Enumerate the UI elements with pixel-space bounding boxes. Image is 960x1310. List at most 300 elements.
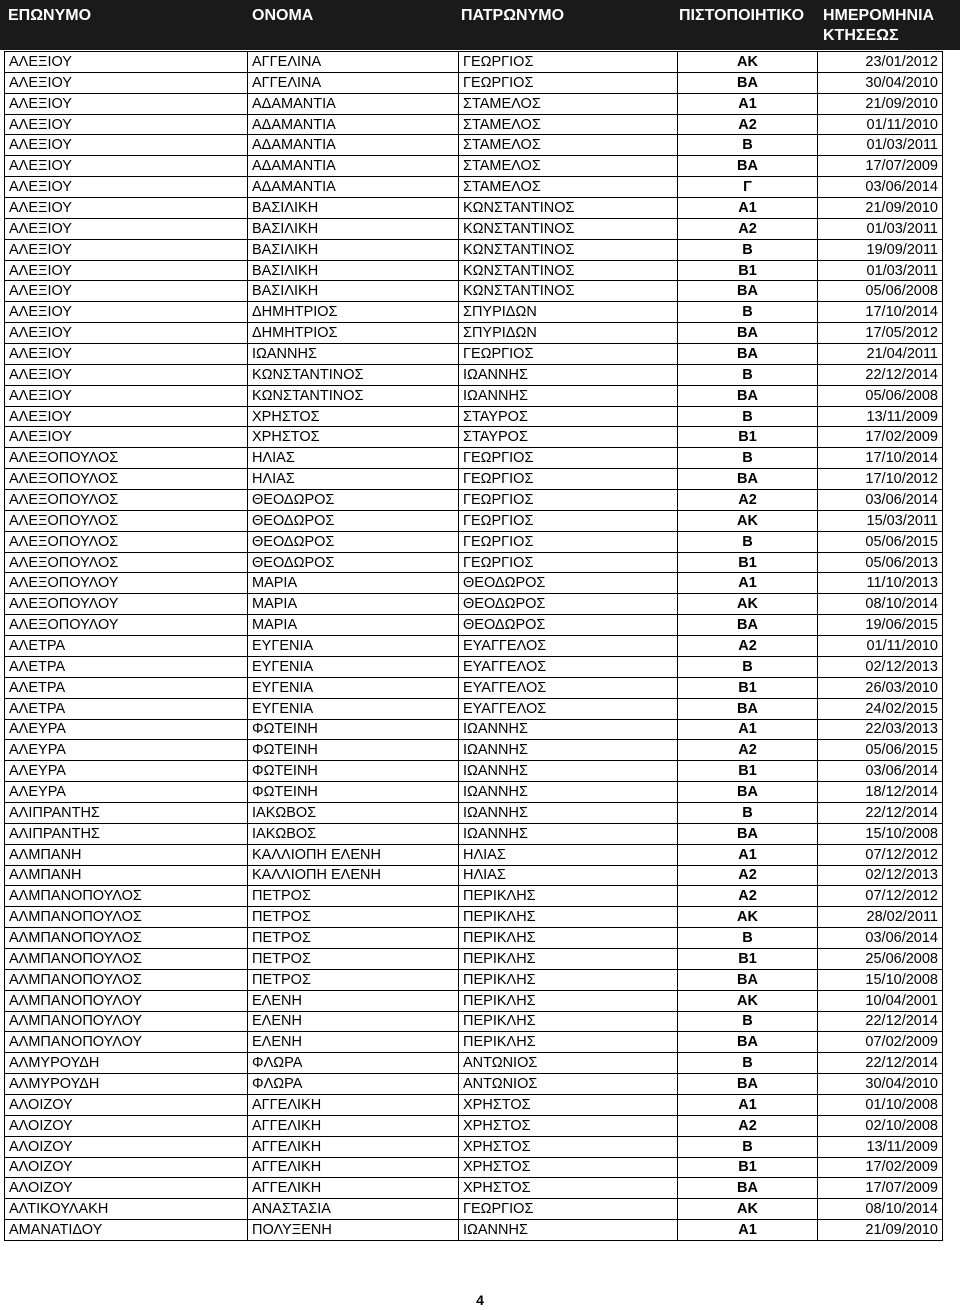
cell-surname: ΑΛΕΞΙΟΥ — [5, 72, 248, 93]
cell-name: ΕΥΓΕΝΙΑ — [248, 677, 459, 698]
table-row — [5, 302, 943, 323]
cell-name: ΠΕΤΡΟΣ — [248, 886, 459, 907]
cell-father: ΙΩΑΝΝΗΣ — [459, 719, 678, 740]
cell-date: 05/06/2008 — [818, 281, 943, 302]
cell-date: 05/06/2015 — [818, 740, 943, 761]
cell-certificate: Β1 — [678, 552, 818, 573]
cell-name: ΑΔΑΜΑΝΤΙΑ — [248, 114, 459, 135]
cell-surname: ΑΛΜΠΑΝΟΠΟΥΛΟΣ — [5, 948, 248, 969]
cell-certificate: ΒΑ — [678, 782, 818, 803]
table-row — [5, 510, 943, 531]
cell-date: 21/04/2011 — [818, 344, 943, 365]
cell-name: ΒΑΣΙΛΙΚΗ — [248, 281, 459, 302]
cell-date: 01/03/2011 — [818, 218, 943, 239]
table-row — [5, 1136, 943, 1157]
cell-certificate: ΑΚ — [678, 52, 818, 73]
cell-date: 05/06/2008 — [818, 385, 943, 406]
cell-father: ΕΥΑΓΓΕΛΟΣ — [459, 636, 678, 657]
cell-date: 28/02/2011 — [818, 907, 943, 928]
cell-name: ΦΩΤΕΙΝΗ — [248, 719, 459, 740]
cell-father: ΓΕΩΡΓΙΟΣ — [459, 1199, 678, 1220]
cell-date: 15/10/2008 — [818, 969, 943, 990]
cell-date: 13/11/2009 — [818, 1136, 943, 1157]
cell-date: 30/04/2010 — [818, 72, 943, 93]
table-row — [5, 698, 943, 719]
cell-surname: ΑΛΜΠΑΝΟΠΟΥΛΟΥ — [5, 1011, 248, 1032]
cell-surname: ΑΛΜΠΑΝΟΠΟΥΛΟΣ — [5, 886, 248, 907]
table-row — [5, 1157, 943, 1178]
cell-date: 15/10/2008 — [818, 823, 943, 844]
cell-name: ΕΥΓΕΝΙΑ — [248, 636, 459, 657]
cell-name: ΑΓΓΕΛΙΚΗ — [248, 1157, 459, 1178]
cell-name: ΒΑΣΙΛΙΚΗ — [248, 198, 459, 219]
cell-certificate: Α2 — [678, 114, 818, 135]
cell-date: 17/02/2009 — [818, 427, 943, 448]
cell-certificate: ΒΑ — [678, 615, 818, 636]
cell-surname: ΑΛΜΠΑΝΟΠΟΥΛΟΣ — [5, 907, 248, 928]
cell-name: ΠΟΛΥΞΕΝΗ — [248, 1220, 459, 1241]
cell-name: ΕΛΕΝΗ — [248, 1011, 459, 1032]
cell-date: 24/02/2015 — [818, 698, 943, 719]
cell-surname: ΑΛΕΞΙΟΥ — [5, 385, 248, 406]
cell-date: 15/03/2011 — [818, 510, 943, 531]
cell-date: 21/09/2010 — [818, 198, 943, 219]
cell-certificate: Β — [678, 802, 818, 823]
cell-certificate: Β1 — [678, 427, 818, 448]
table-row — [5, 928, 943, 949]
table-row — [5, 615, 943, 636]
cell-name: ΒΑΣΙΛΙΚΗ — [248, 239, 459, 260]
cell-father: ΓΕΩΡΓΙΟΣ — [459, 552, 678, 573]
header-certificate: ΠΙΣΤΟΠΟΙΗΤΙΚΟ — [679, 7, 805, 24]
cell-certificate: Β1 — [678, 677, 818, 698]
table-row — [5, 198, 943, 219]
cell-date: 26/03/2010 — [818, 677, 943, 698]
cell-date: 21/09/2010 — [818, 1220, 943, 1241]
cell-certificate: ΑΚ — [678, 510, 818, 531]
cell-certificate: Α2 — [678, 740, 818, 761]
cell-surname: ΑΛΜΠΑΝΟΠΟΥΛΟΣ — [5, 928, 248, 949]
table-row — [5, 740, 943, 761]
cell-certificate: Β — [678, 1011, 818, 1032]
cell-surname: ΑΛΕΤΡΑ — [5, 677, 248, 698]
cell-surname: ΑΛΕΞΙΟΥ — [5, 52, 248, 73]
cell-name: ΕΛΕΝΗ — [248, 1032, 459, 1053]
cell-father: ΠΕΡΙΚΛΗΣ — [459, 990, 678, 1011]
cell-name: ΑΓΓΕΛΙΚΗ — [248, 1094, 459, 1115]
cell-father: ΙΩΑΝΝΗΣ — [459, 740, 678, 761]
table-row — [5, 719, 943, 740]
cell-surname: ΑΛΤΙΚΟΥΛΑΚΗ — [5, 1199, 248, 1220]
table-row — [5, 427, 943, 448]
cell-surname: ΑΛΙΠΡΑΝΤΗΣ — [5, 823, 248, 844]
cell-name: ΑΓΓΕΛΙΝΑ — [248, 72, 459, 93]
cell-date: 30/04/2010 — [818, 1074, 943, 1095]
cell-father: ΑΝΤΩΝΙΟΣ — [459, 1053, 678, 1074]
cell-father: ΙΩΑΝΝΗΣ — [459, 823, 678, 844]
cell-father: ΣΤΑΜΕΛΟΣ — [459, 177, 678, 198]
cell-father: ΕΥΑΓΓΕΛΟΣ — [459, 677, 678, 698]
cell-name: ΜΑΡΙΑ — [248, 573, 459, 594]
cell-date: 22/12/2014 — [818, 802, 943, 823]
table-row — [5, 1220, 943, 1241]
cell-date: 22/03/2013 — [818, 719, 943, 740]
cell-father: ΣΠΥΡΙΔΩΝ — [459, 302, 678, 323]
cell-date: 02/10/2008 — [818, 1115, 943, 1136]
table-row — [5, 281, 943, 302]
cell-name: ΑΓΓΕΛΙΚΗ — [248, 1136, 459, 1157]
table-row — [5, 823, 943, 844]
table-row — [5, 364, 943, 385]
cell-surname: ΑΛΕΞΙΟΥ — [5, 364, 248, 385]
cell-certificate: Α1 — [678, 1220, 818, 1241]
cell-date: 18/12/2014 — [818, 782, 943, 803]
table-body — [5, 52, 943, 1241]
cell-father: ΓΕΩΡΓΙΟΣ — [459, 531, 678, 552]
cell-name: ΔΗΜΗΤΡΙΟΣ — [248, 323, 459, 344]
cell-certificate: Α2 — [678, 865, 818, 886]
cell-certificate: Β1 — [678, 260, 818, 281]
cell-father: ΚΩΝΣΤΑΝΤΙΝΟΣ — [459, 281, 678, 302]
header-surname: ΕΠΩΝΥΜΟ — [8, 7, 92, 24]
table-row — [5, 177, 943, 198]
cell-name: ΑΓΓΕΛΙΝΑ — [248, 52, 459, 73]
cell-surname: ΑΛΕΤΡΑ — [5, 636, 248, 657]
cell-surname: ΑΛΕΞΟΠΟΥΛΟΣ — [5, 510, 248, 531]
cell-surname: ΑΛΟΙΖΟΥ — [5, 1136, 248, 1157]
cell-certificate: ΑΚ — [678, 990, 818, 1011]
cell-name: ΒΑΣΙΛΙΚΗ — [248, 218, 459, 239]
table-row — [5, 135, 943, 156]
cell-certificate: Α1 — [678, 844, 818, 865]
cell-certificate: Α1 — [678, 573, 818, 594]
cell-surname: ΑΛΕΞΙΟΥ — [5, 281, 248, 302]
cell-certificate: ΒΑ — [678, 385, 818, 406]
cell-name: ΕΥΓΕΝΙΑ — [248, 656, 459, 677]
cell-surname: ΑΛΕΞΟΠΟΥΛΟΣ — [5, 531, 248, 552]
cell-father: ΚΩΝΣΤΑΝΤΙΝΟΣ — [459, 239, 678, 260]
table-row — [5, 1115, 943, 1136]
header-name: ΟΝΟΜΑ — [252, 7, 314, 24]
cell-surname: ΑΛΕΞΙΟΥ — [5, 427, 248, 448]
table-row — [5, 782, 943, 803]
cell-surname: ΑΛΕΤΡΑ — [5, 656, 248, 677]
cell-father: ΗΛΙΑΣ — [459, 865, 678, 886]
table-row — [5, 636, 943, 657]
cell-date: 10/04/2001 — [818, 990, 943, 1011]
cell-certificate: Β — [678, 928, 818, 949]
cell-date: 19/09/2011 — [818, 239, 943, 260]
cell-surname: ΑΛΜΠΑΝΗ — [5, 865, 248, 886]
table-row — [5, 114, 943, 135]
header-date-line1: ΗΜΕΡΟΜΗΝΙΑ — [823, 7, 935, 24]
cell-date: 17/10/2014 — [818, 448, 943, 469]
cell-certificate: Β — [678, 531, 818, 552]
cell-surname: ΑΜΑΝΑΤΙΔΟΥ — [5, 1220, 248, 1241]
table-row — [5, 844, 943, 865]
cell-certificate: Α1 — [678, 198, 818, 219]
cell-date: 19/06/2015 — [818, 615, 943, 636]
cell-certificate: Β — [678, 1136, 818, 1157]
cell-father: ΚΩΝΣΤΑΝΤΙΝΟΣ — [459, 198, 678, 219]
cell-surname: ΑΛΕΞΙΟΥ — [5, 114, 248, 135]
cell-certificate: Β1 — [678, 1157, 818, 1178]
cell-name: ΑΓΓΕΛΙΚΗ — [248, 1115, 459, 1136]
cell-father: ΚΩΝΣΤΑΝΤΙΝΟΣ — [459, 218, 678, 239]
cell-father: ΓΕΩΡΓΙΟΣ — [459, 52, 678, 73]
cell-surname: ΑΛΜΥΡΟΥΔΗ — [5, 1053, 248, 1074]
cell-certificate: ΒΑ — [678, 156, 818, 177]
cell-father: ΙΩΑΝΝΗΣ — [459, 364, 678, 385]
cell-date: 17/05/2012 — [818, 323, 943, 344]
cell-name: ΠΕΤΡΟΣ — [248, 948, 459, 969]
cell-certificate: Β — [678, 302, 818, 323]
table-row — [5, 573, 943, 594]
table-row — [5, 1094, 943, 1115]
table-row — [5, 490, 943, 511]
cell-name: ΑΔΑΜΑΝΤΙΑ — [248, 93, 459, 114]
cell-date: 25/06/2008 — [818, 948, 943, 969]
cell-surname: ΑΛΕΞΟΠΟΥΛΟΥ — [5, 615, 248, 636]
cell-certificate: ΒΑ — [678, 469, 818, 490]
cell-surname: ΑΛΙΠΡΑΝΤΗΣ — [5, 802, 248, 823]
cell-surname: ΑΛΕΞΙΟΥ — [5, 156, 248, 177]
table-row — [5, 385, 943, 406]
cell-date: 03/06/2014 — [818, 490, 943, 511]
cell-date: 21/09/2010 — [818, 93, 943, 114]
cell-name: ΘΕΟΔΩΡΟΣ — [248, 510, 459, 531]
cell-name: ΦΛΩΡΑ — [248, 1053, 459, 1074]
cell-name: ΦΩΤΕΙΝΗ — [248, 740, 459, 761]
cell-father: ΕΥΑΓΓΕΛΟΣ — [459, 698, 678, 719]
cell-date: 03/06/2014 — [818, 177, 943, 198]
cell-surname: ΑΛΟΙΖΟΥ — [5, 1157, 248, 1178]
cell-certificate: Α2 — [678, 886, 818, 907]
table-header — [0, 0, 960, 50]
cell-name: ΑΝΑΣΤΑΣΙΑ — [248, 1199, 459, 1220]
cell-name: ΚΩΝΣΤΑΝΤΙΝΟΣ — [248, 364, 459, 385]
table-row — [5, 865, 943, 886]
table-row — [5, 469, 943, 490]
table-row — [5, 52, 943, 73]
cell-surname: ΑΛΕΞΙΟΥ — [5, 406, 248, 427]
cell-surname: ΑΛΕΤΡΑ — [5, 698, 248, 719]
cell-name: ΔΗΜΗΤΡΙΟΣ — [248, 302, 459, 323]
cell-date: 13/11/2009 — [818, 406, 943, 427]
cell-father: ΓΕΩΡΓΙΟΣ — [459, 469, 678, 490]
cell-father: ΠΕΡΙΚΛΗΣ — [459, 1032, 678, 1053]
cell-surname: ΑΛΕΞΙΟΥ — [5, 344, 248, 365]
cell-father: ΧΡΗΣΤΟΣ — [459, 1157, 678, 1178]
cell-name: ΕΛΕΝΗ — [248, 990, 459, 1011]
cell-surname: ΑΛΕΞΟΠΟΥΛΟΣ — [5, 552, 248, 573]
cell-date: 17/07/2009 — [818, 1178, 943, 1199]
cell-father: ΠΕΡΙΚΛΗΣ — [459, 969, 678, 990]
cell-name: ΠΕΤΡΟΣ — [248, 928, 459, 949]
cell-date: 17/02/2009 — [818, 1157, 943, 1178]
cell-certificate: Β1 — [678, 761, 818, 782]
cell-date: 01/10/2008 — [818, 1094, 943, 1115]
cell-date: 17/10/2014 — [818, 302, 943, 323]
cell-father: ΣΤΑΜΕΛΟΣ — [459, 156, 678, 177]
table-row — [5, 1178, 943, 1199]
cell-surname: ΑΛΕΞΟΠΟΥΛΟΣ — [5, 490, 248, 511]
cell-date: 22/12/2014 — [818, 1011, 943, 1032]
cell-date: 05/06/2015 — [818, 531, 943, 552]
cell-name: ΗΛΙΑΣ — [248, 448, 459, 469]
cell-date: 08/10/2014 — [818, 594, 943, 615]
cell-name: ΙΩΑΝΝΗΣ — [248, 344, 459, 365]
cell-name: ΘΕΟΔΩΡΟΣ — [248, 552, 459, 573]
cell-certificate: ΒΑ — [678, 72, 818, 93]
cell-certificate: ΑΚ — [678, 594, 818, 615]
cell-father: ΠΕΡΙΚΛΗΣ — [459, 948, 678, 969]
cell-date: 17/10/2012 — [818, 469, 943, 490]
table-row — [5, 72, 943, 93]
cell-name: ΧΡΗΣΤΟΣ — [248, 427, 459, 448]
cell-father: ΣΤΑΜΕΛΟΣ — [459, 135, 678, 156]
cell-father: ΓΕΩΡΓΙΟΣ — [459, 344, 678, 365]
cell-date: 08/10/2014 — [818, 1199, 943, 1220]
cell-certificate: ΒΑ — [678, 323, 818, 344]
table-row — [5, 1074, 943, 1095]
cell-name: ΑΓΓΕΛΙΚΗ — [248, 1178, 459, 1199]
cell-name: ΧΡΗΣΤΟΣ — [248, 406, 459, 427]
cell-surname: ΑΛΜΠΑΝΟΠΟΥΛΟΥ — [5, 990, 248, 1011]
cell-name: ΑΔΑΜΑΝΤΙΑ — [248, 156, 459, 177]
cell-certificate: ΒΑ — [678, 1032, 818, 1053]
cell-father: ΧΡΗΣΤΟΣ — [459, 1136, 678, 1157]
table-row — [5, 406, 943, 427]
cell-name: ΠΕΤΡΟΣ — [248, 969, 459, 990]
cell-surname: ΑΛΜΠΑΝΗ — [5, 844, 248, 865]
cell-certificate: Β — [678, 656, 818, 677]
cell-date: 01/03/2011 — [818, 260, 943, 281]
cell-certificate: ΑΚ — [678, 907, 818, 928]
table-row — [5, 218, 943, 239]
cell-surname: ΑΛΕΞΙΟΥ — [5, 239, 248, 260]
table-row — [5, 656, 943, 677]
cell-date: 07/12/2012 — [818, 844, 943, 865]
cell-certificate: Β — [678, 448, 818, 469]
table-row — [5, 990, 943, 1011]
cell-surname: ΑΛΕΞΙΟΥ — [5, 135, 248, 156]
cell-father: ΓΕΩΡΓΙΟΣ — [459, 490, 678, 511]
cell-name: ΙΑΚΩΒΟΣ — [248, 823, 459, 844]
cell-surname: ΑΛΕΥΡΑ — [5, 719, 248, 740]
cell-surname: ΑΛΕΞΙΟΥ — [5, 260, 248, 281]
cell-certificate: ΒΑ — [678, 1074, 818, 1095]
cell-certificate: Β — [678, 364, 818, 385]
cell-name: ΑΔΑΜΑΝΤΙΑ — [248, 177, 459, 198]
cell-father: ΘΕΟΔΩΡΟΣ — [459, 615, 678, 636]
cell-surname: ΑΛΕΥΡΑ — [5, 740, 248, 761]
cell-surname: ΑΛΕΞΙΟΥ — [5, 323, 248, 344]
cell-date: 03/06/2014 — [818, 928, 943, 949]
cell-certificate: ΒΑ — [678, 344, 818, 365]
cell-date: 01/11/2010 — [818, 114, 943, 135]
cell-date: 22/12/2014 — [818, 364, 943, 385]
cell-father: ΠΕΡΙΚΛΗΣ — [459, 886, 678, 907]
cell-certificate: Α1 — [678, 719, 818, 740]
cell-father: ΙΩΑΝΝΗΣ — [459, 782, 678, 803]
cell-certificate: Α1 — [678, 93, 818, 114]
cell-certificate: ΒΑ — [678, 698, 818, 719]
cell-name: ΜΑΡΙΑ — [248, 594, 459, 615]
cell-father: ΓΕΩΡΓΙΟΣ — [459, 72, 678, 93]
cell-surname: ΑΛΕΞΙΟΥ — [5, 93, 248, 114]
cell-certificate: Α2 — [678, 1115, 818, 1136]
cell-surname: ΑΛΜΥΡΟΥΔΗ — [5, 1074, 248, 1095]
cell-name: ΠΕΤΡΟΣ — [248, 907, 459, 928]
table-row — [5, 677, 943, 698]
cell-certificate: Β — [678, 1053, 818, 1074]
cell-surname: ΑΛΕΥΡΑ — [5, 761, 248, 782]
cell-name: ΚΩΝΣΤΑΝΤΙΝΟΣ — [248, 385, 459, 406]
cell-date: 23/01/2012 — [818, 52, 943, 73]
cell-surname: ΑΛΜΠΑΝΟΠΟΥΛΟΣ — [5, 969, 248, 990]
table-row — [5, 93, 943, 114]
cell-surname: ΑΛΟΙΖΟΥ — [5, 1094, 248, 1115]
cell-date: 17/07/2009 — [818, 156, 943, 177]
table-row — [5, 1053, 943, 1074]
cell-date: 22/12/2014 — [818, 1053, 943, 1074]
cell-date: 01/03/2011 — [818, 135, 943, 156]
cell-date: 07/02/2009 — [818, 1032, 943, 1053]
cell-certificate: ΒΑ — [678, 823, 818, 844]
table-row — [5, 239, 943, 260]
table-row — [5, 156, 943, 177]
cell-father: ΚΩΝΣΤΑΝΤΙΝΟΣ — [459, 260, 678, 281]
cell-certificate: Α2 — [678, 490, 818, 511]
cell-surname: ΑΛΟΙΖΟΥ — [5, 1115, 248, 1136]
cell-father: ΠΕΡΙΚΛΗΣ — [459, 928, 678, 949]
table-row — [5, 594, 943, 615]
cell-certificate: ΒΑ — [678, 969, 818, 990]
cell-certificate: Β — [678, 406, 818, 427]
cell-father: ΑΝΤΩΝΙΟΣ — [459, 1074, 678, 1095]
cell-name: ΕΥΓΕΝΙΑ — [248, 698, 459, 719]
cell-name: ΚΑΛΛΙΟΠΗ ΕΛΕΝΗ — [248, 844, 459, 865]
cell-father: ΣΤΑΜΕΛΟΣ — [459, 93, 678, 114]
cell-date: 03/06/2014 — [818, 761, 943, 782]
cell-surname: ΑΛΕΞΟΠΟΥΛΟΥ — [5, 573, 248, 594]
cell-father: ΠΕΡΙΚΛΗΣ — [459, 907, 678, 928]
cell-name: ΦΛΩΡΑ — [248, 1074, 459, 1095]
cell-father: ΘΕΟΔΩΡΟΣ — [459, 594, 678, 615]
cell-date: 02/12/2013 — [818, 865, 943, 886]
cell-father: ΧΡΗΣΤΟΣ — [459, 1094, 678, 1115]
cell-date: 11/10/2013 — [818, 573, 943, 594]
table-row — [5, 802, 943, 823]
cell-name: ΘΕΟΔΩΡΟΣ — [248, 531, 459, 552]
table-row — [5, 344, 943, 365]
cell-father: ΠΕΡΙΚΛΗΣ — [459, 1011, 678, 1032]
cell-name: ΑΔΑΜΑΝΤΙΑ — [248, 135, 459, 156]
cell-father: ΓΕΩΡΓΙΟΣ — [459, 448, 678, 469]
cell-name: ΚΑΛΛΙΟΠΗ ΕΛΕΝΗ — [248, 865, 459, 886]
cell-surname: ΑΛΕΞΙΟΥ — [5, 302, 248, 323]
cell-father: ΙΩΑΝΝΗΣ — [459, 802, 678, 823]
cell-father: ΧΡΗΣΤΟΣ — [459, 1115, 678, 1136]
cell-surname: ΑΛΕΞΙΟΥ — [5, 198, 248, 219]
cell-surname: ΑΛΟΙΖΟΥ — [5, 1178, 248, 1199]
table-row — [5, 1032, 943, 1053]
cell-father: ΣΤΑΥΡΟΣ — [459, 406, 678, 427]
cell-name: ΒΑΣΙΛΙΚΗ — [248, 260, 459, 281]
table-row — [5, 260, 943, 281]
cell-certificate: ΑΚ — [678, 1199, 818, 1220]
